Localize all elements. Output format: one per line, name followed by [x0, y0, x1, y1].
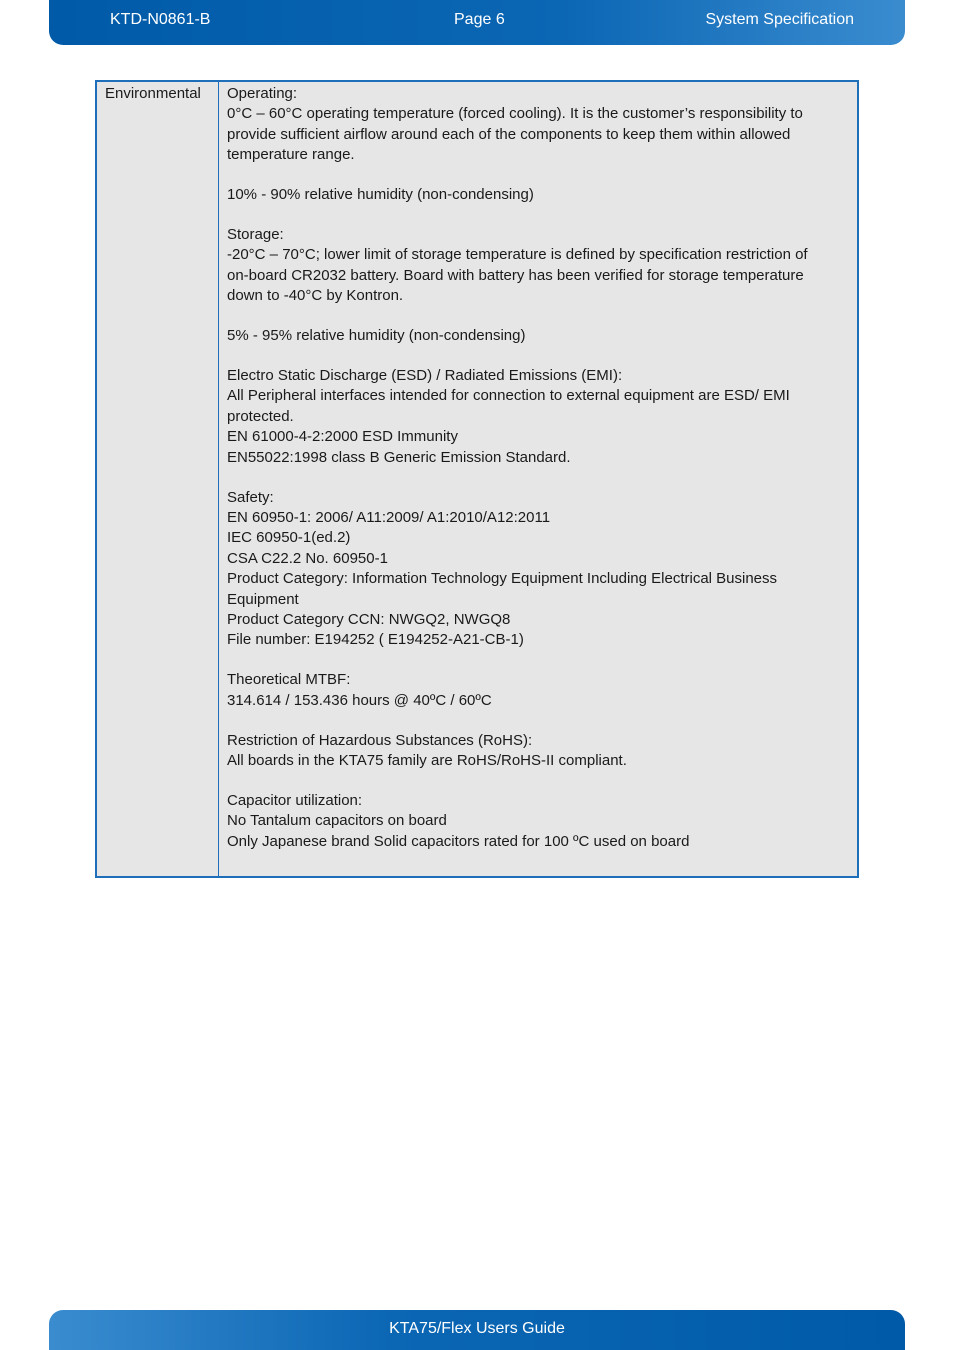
- page-number: Page 6: [454, 11, 505, 28]
- spec-line: 314.614 / 153.436 hours @ 40ºC / 60ºC: [227, 691, 492, 709]
- spec-line: All boards in the KTA75 family are RoHS/RoHS-II compliant.: [227, 752, 627, 770]
- spec-line: CSA C22.2 No. 60950-1: [227, 549, 388, 567]
- spec-line: Only Japanese brand Solid capacitors rated for 100 ºC used on board: [227, 832, 690, 850]
- spec-line: Equipment: [227, 590, 299, 608]
- spec-block: [227, 670, 849, 711]
- spec-block: [227, 366, 849, 468]
- spec-block: [227, 488, 849, 651]
- spec-line: on-board CR2032 battery. Board with battery has been verified for storage temperature: [227, 266, 804, 284]
- row-label-cell: [97, 82, 219, 876]
- spec-line: IEC 60950-1(ed.2): [227, 529, 351, 547]
- spec-block: [227, 791, 849, 852]
- row-value-cell: [219, 82, 857, 876]
- page-footer: [49, 1310, 905, 1350]
- spec-line: All Peripheral interfaces intended for connection to external equipment are ESD/ EMI: [227, 387, 790, 405]
- spec-block: [227, 185, 849, 205]
- spec-line: down to -40°C by Kontron.: [227, 287, 404, 305]
- spec-line: Operating:: [227, 85, 298, 102]
- spec-line: temperature range.: [227, 146, 355, 164]
- row-label: Environmental: [105, 85, 201, 102]
- spec-line: EN 61000-4-2:2000 ESD Immunity: [227, 428, 458, 446]
- spec-line: Safety:: [227, 488, 274, 506]
- spec-line: Theoretical MTBF:: [227, 671, 351, 689]
- spec-line: 5% - 95% relative humidity (non-condensing): [227, 327, 526, 345]
- spec-line: File number: E194252 ( E194252-A21-CB-1): [227, 631, 524, 649]
- document-id: KTD-N0861-B: [110, 11, 211, 28]
- spec-line: No Tantalum capacitors on board: [227, 812, 447, 830]
- section-title: System Specification: [705, 11, 854, 28]
- spec-line: Restriction of Hazardous Substances (RoHS):: [227, 731, 533, 749]
- spec-line: Storage:: [227, 226, 284, 244]
- spec-line: provide sufficient airflow around each of the components to keep them within allowed: [227, 125, 791, 143]
- spec-block: [227, 84, 849, 166]
- spec-line: EN 60950-1: 2006/ A11:2009/ A1:2010/A12:2011: [227, 509, 551, 526]
- spec-line: Product Category CCN: NWGQ2, NWGQ8: [227, 611, 511, 629]
- spec-line: Capacitor utilization:: [227, 791, 363, 809]
- spec-line: -20°C – 70°C; lower limit of storage temperature is defined by specification restriction of: [227, 246, 808, 264]
- spec-line: protected.: [227, 407, 294, 425]
- spec-line: EN55022:1998 class B Generic Emission Standard.: [227, 448, 571, 466]
- spec-line: Electro Static Discharge (ESD) / Radiated Emissions (EMI):: [227, 367, 623, 385]
- spec-line: 0°C – 60°C operating temperature (forced cooling). It is the customer’s responsibility to: [227, 105, 803, 123]
- spec-line: Product Category: Information Technology Equipment Including Electrical Business: [227, 570, 778, 588]
- spec-block: [227, 731, 849, 772]
- spec-line: 10% - 90% relative humidity (non-condensing): [227, 186, 534, 204]
- guide-title: KTA75/Flex Users Guide: [389, 1320, 565, 1337]
- page-header: [49, 0, 905, 45]
- spec-block: [227, 225, 849, 307]
- spec-block: [227, 326, 849, 346]
- environmental-spec-table: [95, 80, 859, 878]
